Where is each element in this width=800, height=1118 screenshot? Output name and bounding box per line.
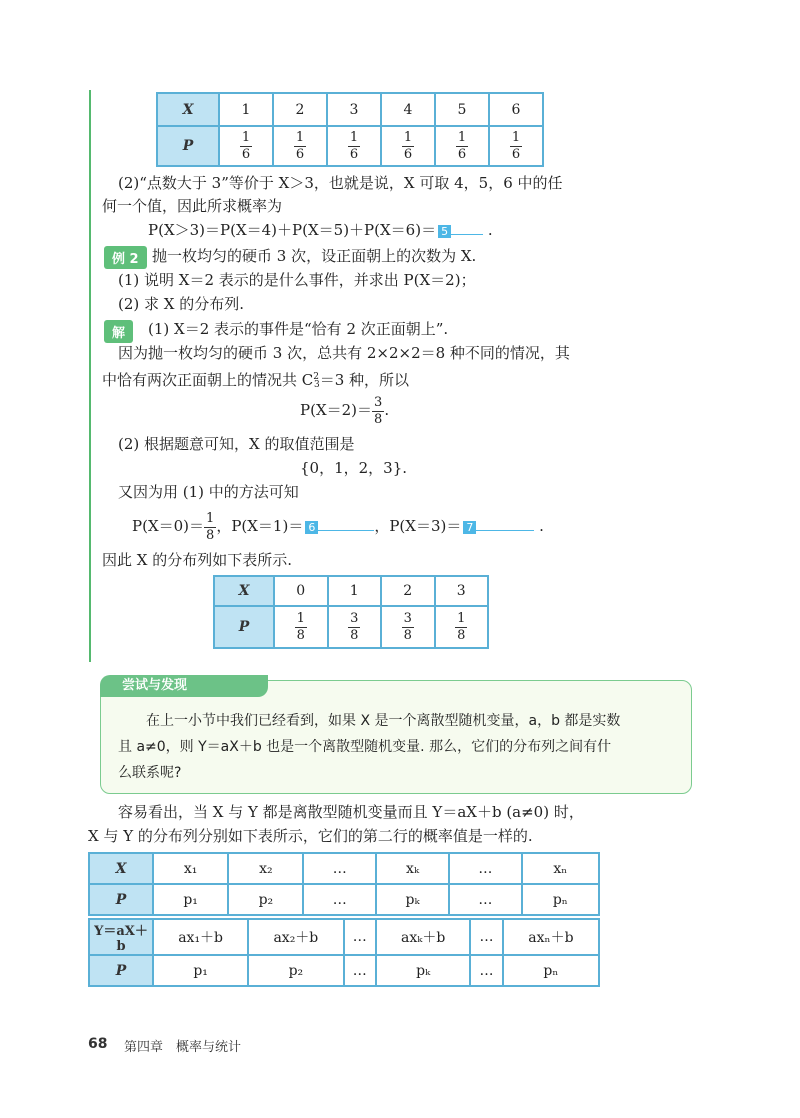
table-cell: 2 (273, 93, 327, 126)
table-cell: 1 (328, 576, 382, 606)
paragraph: 抛一枚均匀的硬币 3 次，设正面朝上的次数为 X. (152, 247, 477, 265)
table-cell: axₙ＋b (503, 919, 599, 955)
paragraph: 容易看出，当 X 与 Y 都是离散型随机变量而且 Y＝aX＋b (a≠0) 时， (118, 803, 584, 821)
paragraph: 中恰有两次正面朝上的情况共 $C^2_3=3$ 种，所以 (102, 371, 410, 390)
table-cell: pₖ (376, 884, 449, 915)
table-cell: … (303, 853, 376, 884)
table-cell: … (470, 919, 503, 955)
table-header-x: X (157, 93, 219, 126)
table-cell: pₙ (522, 884, 599, 915)
table-cell: … (449, 884, 522, 915)
table-cell: 3 (327, 93, 381, 126)
paragraph: (2)“点数大于 3”等价于 X＞3，也就是说，X 可取 4，5，6 中的任 (118, 174, 563, 192)
table-cell: p₂ (228, 884, 303, 915)
chapter-title: 第四章 概率与统计 (124, 1040, 242, 1055)
answer-blank-5[interactable]: 5 (438, 225, 451, 238)
table-cell: $\frac{1}{6}$ (489, 126, 543, 166)
table-cell: xₙ (522, 853, 599, 884)
table-header-p: P (157, 126, 219, 166)
table-header-p: P (89, 884, 153, 915)
answer-blank-6[interactable]: 6 (305, 521, 318, 534)
paragraph: (1) 说明 X＝2 表示的是什么事件，并求出 P(X＝2)； (118, 271, 476, 289)
table-cell: 3 (435, 576, 489, 606)
solution-label: 解 (104, 320, 133, 343)
paragraph: 因此 X 的分布列如下表所示. (102, 551, 292, 569)
table-cell: … (344, 919, 377, 955)
table-cell: x₁ (153, 853, 228, 884)
table-cell: pₖ (376, 955, 470, 986)
table-cell: ax₁＋b (153, 919, 248, 955)
margin-rule (89, 90, 91, 662)
paragraph: 因为抛一枚均匀的硬币 3 次，总共有 2×2×2＝8 种不同的情况，其 (118, 344, 570, 362)
distribution-table-die (156, 92, 544, 167)
distribution-table-y (88, 918, 600, 987)
table-cell: p₁ (153, 884, 228, 915)
try-and-discover-label: 尝试与发现 (100, 675, 268, 697)
table-cell: x₂ (228, 853, 303, 884)
equation: P(X＝2)＝ $\frac{3}{8}$ . (300, 394, 390, 427)
table-cell: p₂ (248, 955, 343, 986)
table-cell: 1 (219, 93, 273, 126)
set: {0，1，2，3}. (300, 459, 408, 477)
paragraph: 又因为用 (1) 中的方法可知 (118, 483, 299, 501)
paragraph: 何一个值，因此所求概率为 (102, 197, 283, 215)
table-header-y: Y＝aX＋b (89, 919, 153, 955)
formula: P(X＞3)＝P(X＝4)＋P(X＝5)＋P(X＝6)＝ 5 . (148, 221, 493, 239)
table-header-p: P (214, 606, 274, 648)
table-header-x: X (214, 576, 274, 606)
paragraph: (2) 求 X 的分布列. (118, 295, 244, 313)
table-cell: … (303, 884, 376, 915)
table-cell: $\frac{3}{8}$ (381, 606, 435, 648)
paragraph: X 与 Y 的分布列分别如下表所示，它们的第二行的概率值是一样的. (88, 827, 533, 845)
table-cell: … (470, 955, 503, 986)
paragraph: (1) X＝2 表示的事件是“恰有 2 次正面朝上”. (148, 320, 449, 338)
table-cell: $\frac{1}{6}$ (273, 126, 327, 166)
paragraph: 在上一小节中我们已经看到，如果 X 是一个离散型随机变量，a，b 都是实数 (146, 713, 621, 729)
table-cell: pₙ (503, 955, 599, 986)
table-cell: $\frac{1}{8}$ (274, 606, 328, 648)
table-cell: axₖ＋b (376, 919, 470, 955)
table-cell: $\frac{1}{6}$ (327, 126, 381, 166)
answer-blank-7[interactable]: 7 (463, 521, 476, 534)
paragraph: 且 a≠0，则 Y＝aX＋b 也是一个离散型随机变量. 那么，它们的分布列之间有什 (118, 739, 612, 755)
paragraph: (2) 根据题意可知，X 的取值范围是 (118, 435, 355, 453)
table-cell: 0 (274, 576, 328, 606)
paragraph: 么联系呢? (118, 765, 182, 781)
table-cell: ax₂＋b (248, 919, 343, 955)
table-header-p: P (89, 955, 153, 986)
table-cell: $\frac{1}{6}$ (381, 126, 435, 166)
table-cell: 2 (381, 576, 435, 606)
distribution-table-coin (213, 575, 489, 649)
table-cell: $\frac{1}{6}$ (219, 126, 273, 166)
table-cell: … (449, 853, 522, 884)
table-cell: $\frac{1}{6}$ (435, 126, 489, 166)
table-cell: 5 (435, 93, 489, 126)
table-cell: 4 (381, 93, 435, 126)
table-cell: $\frac{1}{8}$ (435, 606, 489, 648)
table-cell: 6 (489, 93, 543, 126)
distribution-table-x (88, 852, 600, 916)
table-cell: $\frac{3}{8}$ (328, 606, 382, 648)
table-cell: p₁ (153, 955, 248, 986)
equation: P(X＝0)＝ $\frac{1}{8}$ ，P(X＝1)＝ 6 ，P(X＝3)＝ 7 . (132, 510, 544, 543)
page-number: 68 (88, 1036, 108, 1052)
table-cell: xₖ (376, 853, 449, 884)
example-label: 例 2 (104, 246, 147, 269)
table-cell: … (344, 955, 377, 986)
table-header-x: X (89, 853, 153, 884)
